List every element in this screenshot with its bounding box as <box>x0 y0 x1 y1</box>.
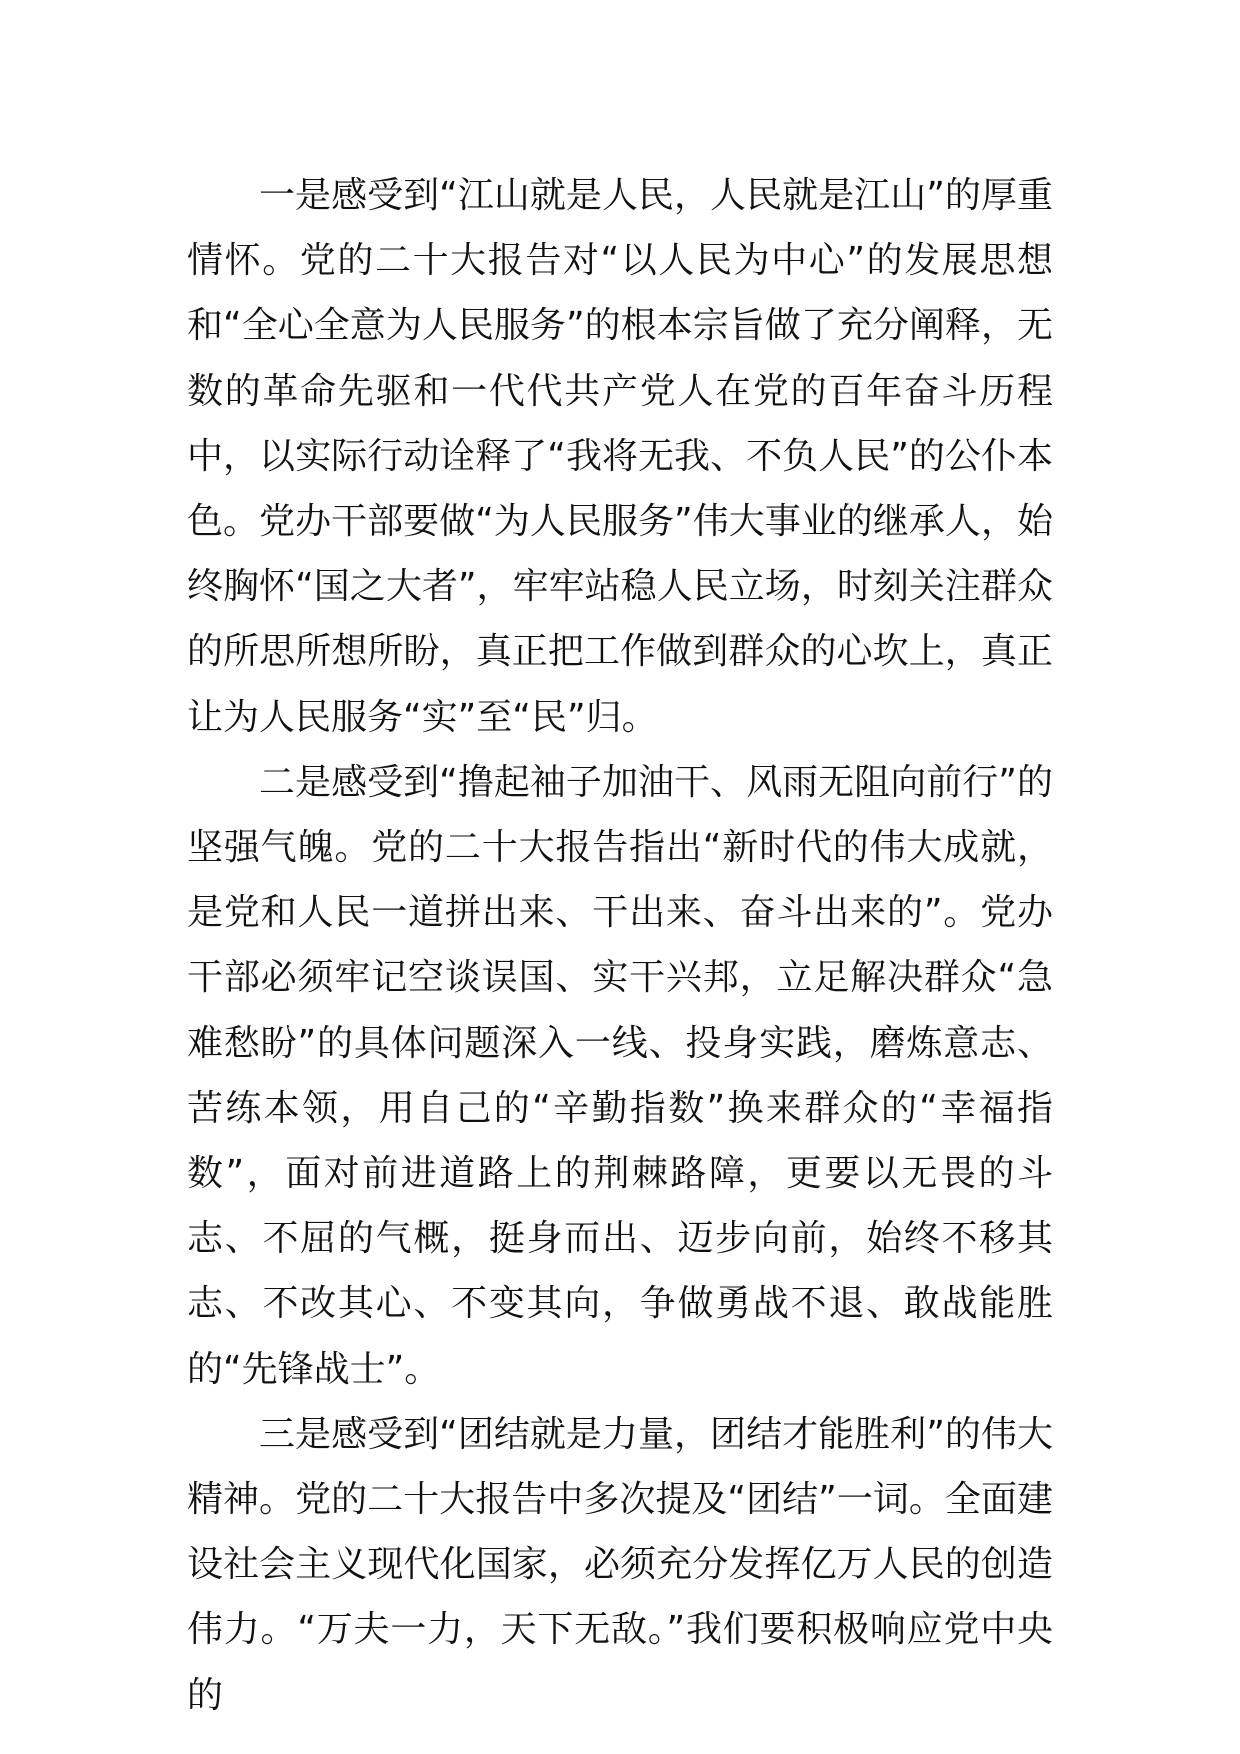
paragraph-1: 一是感受到“江山就是人民，人民就是江山”的厚重情怀。党的二十大报告对“以人民为中心”的发展思想和“全心全意为人民服务”的根本宗旨做了充分阐释，无数的革命先驱和一代代共产党人在党的百年奋斗历程中，以实际行动诠释了“我将无我、不负人民”的公仆本色。党办干部要做“为人民服务”伟大事业的继承人，始终胸怀“国之大者”，牢牢站稳人民立场，时刻关注群众的所思所想所盼，真正把工作做到群众的心坎上，真正让为人民服务“实”至“民”归。 <box>187 175 1053 738</box>
paragraph-2: 二是感受到“撸起袖子加油干、风雨无阻向前行”的坚强气魄。党的二十大报告指出“新时代的伟大成就，是党和人民一道拼出来、干出来、奋斗出来的”。党办干部必须牢记空谈误国、实干兴邦，立足解决群众“急难愁盼”的具体问题深入一线、投身实践，磨炼意志、苦练本领，用自己的“辛勤指数”换来群众的“幸福指数”，面对前进道路上的荆棘路障，更要以无畏的斗志、不屈的气概，挺身而出、迈步向前，始终不移其志、不改其心、不变其向，争做勇战不退、敢战能胜的“先锋战士”。 <box>187 761 1053 1390</box>
document-body <box>187 163 1053 1728</box>
paragraph-3: 三是感受到“团结就是力量，团结才能胜利”的伟大精神。党的二十大报告中多次提及“团结”一词。全面建设社会主义现代化国家，必须充分发挥亿万人民的创造伟力。“万夫一力，天下无敌。”我们要积极响应党中央的 <box>187 1413 1053 1716</box>
